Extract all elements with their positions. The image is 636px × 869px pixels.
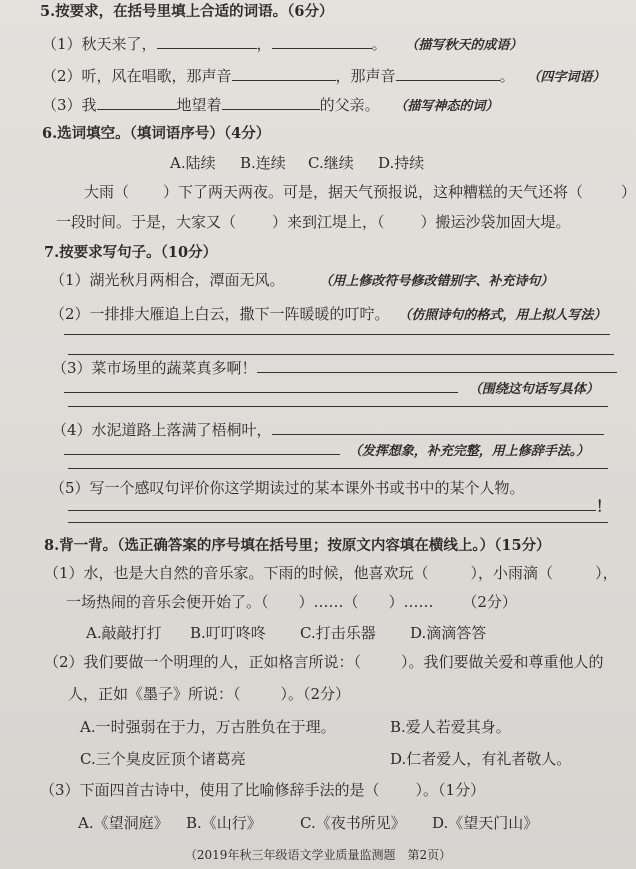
- q5-s3-blank-1[interactable]: [97, 95, 177, 110]
- q6-option-b: B.连续: [240, 154, 286, 172]
- q5-s1-sep: ，: [256, 35, 272, 53]
- q7-item-4-cont: [64, 440, 636, 462]
- q5-s1-blank-1[interactable]: [157, 34, 257, 49]
- q7-item-3: [52, 358, 636, 378]
- q7-s3-answer-line-2[interactable]: [68, 406, 608, 407]
- q8-s3-option-c: C.《夜书所见》: [300, 814, 406, 832]
- q5-s3-blank-2[interactable]: [222, 95, 320, 110]
- q7-s5-end: ！: [596, 497, 612, 515]
- q5-s2-prefix: （2）听，风在唱歌，那声音: [42, 67, 232, 85]
- q8-s3-option-d: D.《望天门山》: [432, 814, 539, 832]
- q8-item-1-cont: [66, 592, 636, 612]
- q6-p2-a: 一段时间。于是，大家又（: [56, 213, 237, 231]
- q8-s2-option-c: C.三个臭皮匠顶个诸葛亮: [80, 750, 246, 768]
- q5-s3-prefix: （3）我: [42, 96, 97, 114]
- q5-s2-blank-2[interactable]: [396, 66, 500, 81]
- q7-item-3-cont: [64, 378, 636, 400]
- q6-paragraph-2: [56, 212, 636, 232]
- q5-s2-blank-1[interactable]: [232, 66, 336, 81]
- q8-s2-a: （2）我们要做一个明理的人，正如格言所说：（: [44, 653, 362, 671]
- q8-s2-option-b: B.爱人若爱其身。: [390, 718, 511, 736]
- q7-item-2: [50, 304, 636, 326]
- q5-s3-end: 的父亲。: [319, 96, 380, 114]
- q7-s1-hint: （用上修改符号修改错别字、补充诗句）: [319, 274, 554, 289]
- q6-option-a: A.陆续: [170, 154, 216, 172]
- q8-s2-d: ）。（2分）: [280, 685, 351, 703]
- q8-s1-e: ）……（: [298, 593, 359, 611]
- q8-s1-option-a: A.敲敲打打: [86, 624, 162, 642]
- q8-s3-a: （3）下面四首古诗中，使用了比喻修辞手法的是（: [40, 781, 380, 799]
- q7-s2-text: （2）一排排大雁追上白云，撒下一阵暖暖的叮咛。: [50, 305, 390, 323]
- page-footer: （2019年秋三年级语文学业质量监测题 第2页）: [184, 848, 452, 862]
- q8-s1-option-c: C.打击乐器: [300, 624, 376, 642]
- q7-s3-hint: （围绕这句话写具体）: [468, 382, 599, 397]
- q8-s1-a: （1）水，也是大自然的音乐家。下雨的时候，他喜欢玩（: [44, 564, 429, 582]
- q8-s1-option-b: B.叮叮咚咚: [190, 624, 266, 642]
- q7-s2-answer-line-2[interactable]: [68, 354, 614, 355]
- q8-item-1: [44, 563, 636, 583]
- q5-line-2: [42, 66, 636, 88]
- q8-s2-c: 人，正如《墨子》所说：（: [68, 685, 241, 703]
- q8-s2-option-d: D.仁者爱人，有礼者敬人。: [390, 750, 572, 768]
- q6-paragraph-1: [84, 182, 636, 202]
- q8-s1-f: ）……: [388, 593, 434, 611]
- q7-title: 7.按要求写句子。（10分）: [44, 244, 218, 261]
- q8-s1-d: 一场热闹的音乐会便开始了。（: [66, 593, 269, 611]
- q5-s1-prefix: （1）秋天来了，: [42, 35, 157, 53]
- q5-s1-hint: （描写秋天的成语）: [405, 38, 523, 53]
- q7-s4-answer-line[interactable]: [64, 440, 340, 455]
- q8-s1-c: ），: [595, 564, 618, 582]
- q5-s1-end: 。: [371, 35, 387, 53]
- q8-s2-option-a: A.一时强弱在于力，万古胜负在于理。: [80, 718, 336, 736]
- q7-s5-answer-line[interactable]: [68, 496, 596, 511]
- q7-s1-text: （1）湖光秋月两相合，潭面无风。: [50, 271, 285, 289]
- q7-item-5: [50, 478, 636, 498]
- q5-line-3: [42, 95, 636, 117]
- q8-item-2-cont: [68, 684, 636, 704]
- q5-s3-mid: 地望着: [176, 96, 222, 114]
- q8-item-2: [44, 652, 636, 672]
- q7-s5-answer-line-2[interactable]: [68, 522, 608, 523]
- q5-line-1: [42, 34, 636, 56]
- q7-s3-blank[interactable]: [257, 358, 617, 373]
- q7-s5-text: （5）写一个感叹句评价你这学期读过的某本课外书或书中的某个人物。: [50, 479, 525, 497]
- q8-s3-option-b: B.《山行》: [186, 814, 262, 832]
- q8-title: 8.背一背。（选正确答案的序号填在括号里；按原文内容填在横线上。）（15分）: [44, 537, 551, 554]
- q8-s3-option-a: A.《望洞庭》: [78, 814, 169, 832]
- q8-item-3: [40, 780, 636, 800]
- q6-title: 6.选词填空。（填词语序号）（4分）: [42, 125, 271, 142]
- q7-s4-answer-line-2[interactable]: [68, 468, 608, 469]
- q7-s3-text: （3）菜市场里的蔬菜真多啊！: [52, 359, 257, 377]
- q7-s4-text: （4）水泥道路上落满了梧桐叶，: [52, 421, 272, 439]
- q7-s3-answer-line[interactable]: [64, 378, 458, 393]
- q6-p1-b: ）下了两天两夜。可是，据天气预报说，这种糟糕的天气还将（: [163, 183, 584, 201]
- q6-p2-b: ）来到江堤上，（: [272, 213, 385, 231]
- q7-item-4: [52, 420, 636, 440]
- q7-s2-answer-line-1[interactable]: [64, 334, 610, 335]
- q7-s2-hint: （仿照诗句的格式，用上拟人写法）: [398, 308, 607, 323]
- q5-title: 5.按要求，在括号里填上合适的词语。（6分）: [40, 3, 334, 20]
- q8-s1-b: ），小雨滴（: [470, 564, 554, 582]
- q6-option-d: D.持续: [378, 154, 425, 172]
- q5-s3-hint: （描写神态的词）: [394, 99, 499, 114]
- q6-p1-c: ）: [621, 183, 636, 201]
- q5-s2-mid: ，那声音: [335, 67, 396, 85]
- q8-s1-option-d: D.滴滴答答: [410, 624, 487, 642]
- q7-item-5-cont: [68, 496, 636, 516]
- q6-p1-a: 大雨（: [84, 183, 130, 201]
- q5-s2-hint: （四字词语）: [527, 70, 606, 85]
- q7-item-1: [50, 270, 636, 292]
- q6-option-c: C.继续: [308, 154, 354, 172]
- q8-s3-b: ）。（1分）: [415, 781, 486, 799]
- q7-s4-hint: （发挥想象，补充完整，用上修辞手法。）: [348, 444, 590, 459]
- q6-p2-c: ）搬运沙袋加固大堤。: [420, 213, 571, 231]
- q8-s1-score: （2分）: [462, 593, 517, 611]
- q5-s1-blank-2[interactable]: [272, 34, 372, 49]
- q5-s2-end: 。: [499, 67, 515, 85]
- q8-s2-b: ）。我们要做关爱和尊重他人的: [401, 653, 604, 671]
- q7-s4-blank[interactable]: [272, 420, 604, 435]
